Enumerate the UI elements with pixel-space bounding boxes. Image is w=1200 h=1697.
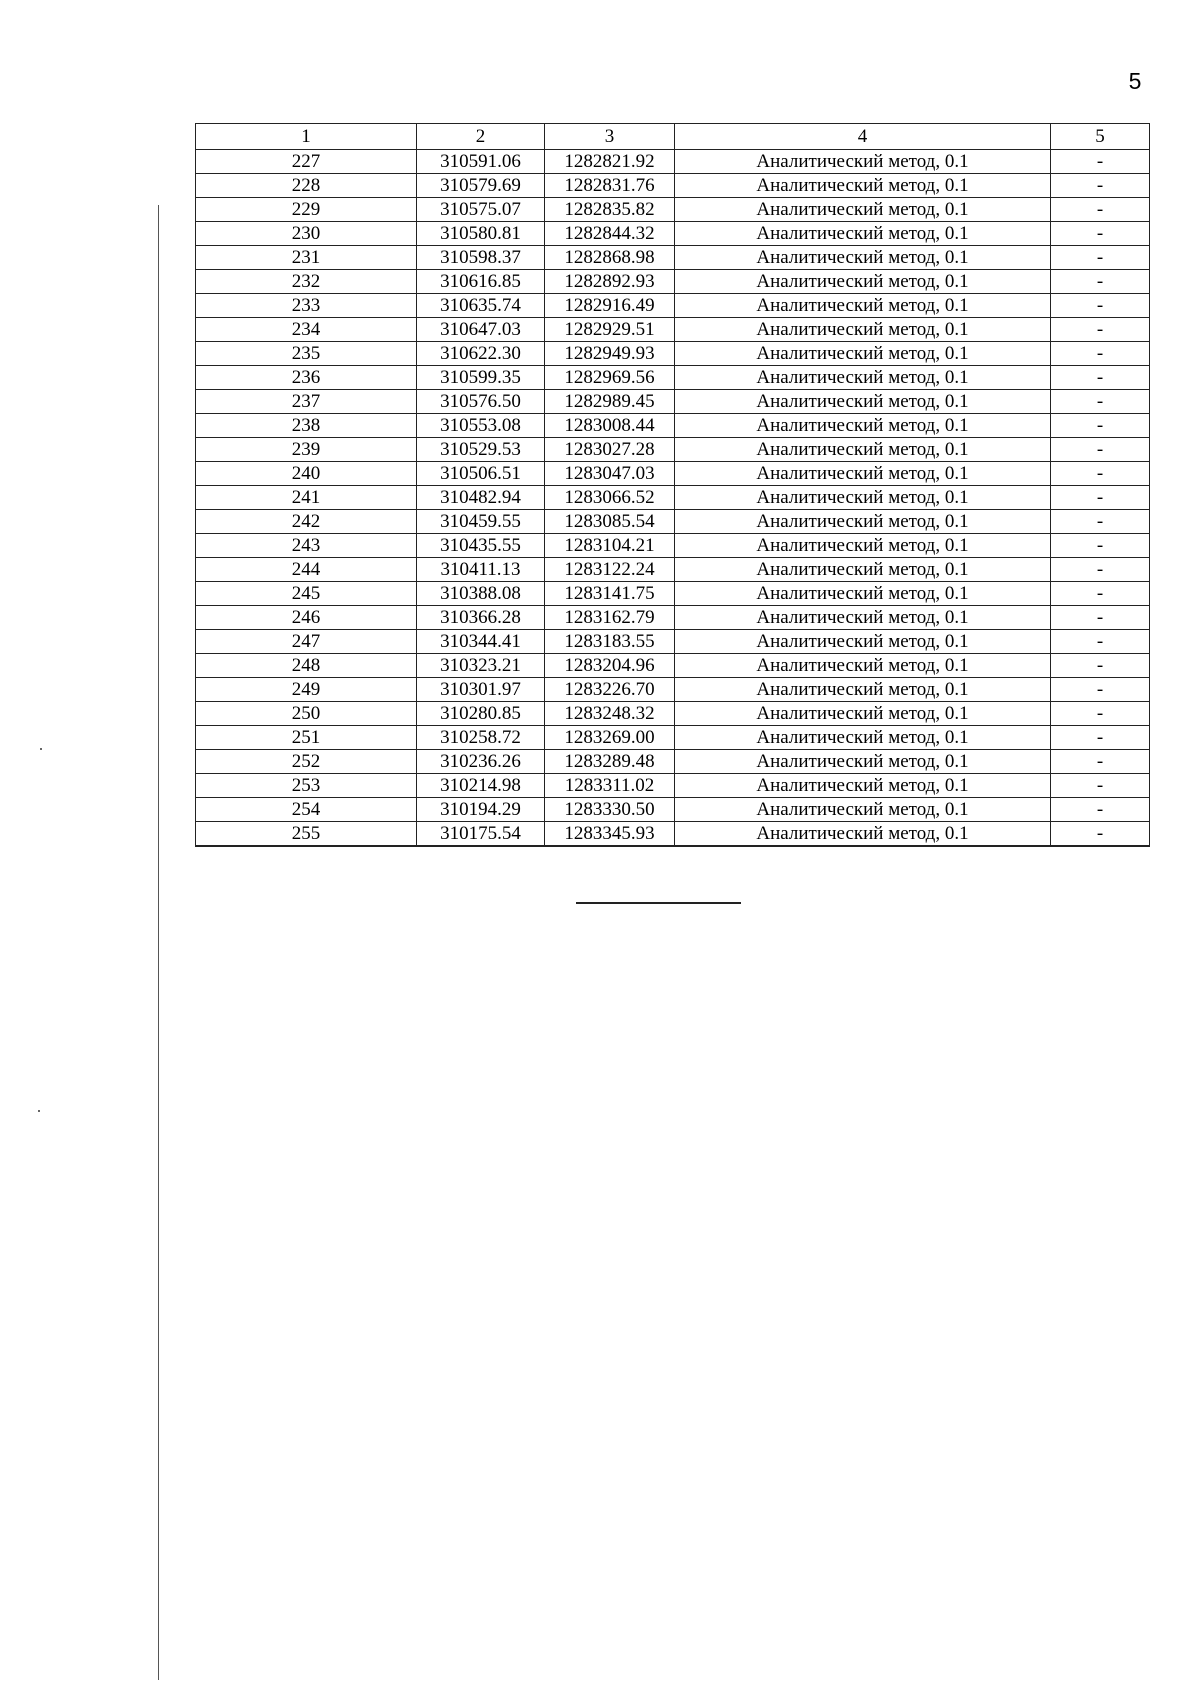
point-number-cell: 229 xyxy=(196,198,417,222)
table-row xyxy=(196,822,1150,847)
table-row xyxy=(196,486,1150,510)
column-header: 2 xyxy=(417,124,545,150)
y-coordinate-cell: 1283162.79 xyxy=(545,606,675,630)
note-cell: - xyxy=(1051,534,1150,558)
y-coordinate-cell: 1283226.70 xyxy=(545,678,675,702)
method-accuracy-cell: Аналитический метод, 0.1 xyxy=(675,654,1051,678)
y-coordinate-cell: 1282868.98 xyxy=(545,246,675,270)
method-accuracy-cell: Аналитический метод, 0.1 xyxy=(675,462,1051,486)
point-number-cell: 227 xyxy=(196,150,417,174)
point-number-cell: 245 xyxy=(196,582,417,606)
point-number-cell: 232 xyxy=(196,270,417,294)
table-row xyxy=(196,390,1150,414)
note-cell: - xyxy=(1051,822,1150,847)
method-accuracy-cell: Аналитический метод, 0.1 xyxy=(675,822,1051,847)
table-row xyxy=(196,438,1150,462)
point-number-cell: 251 xyxy=(196,726,417,750)
y-coordinate-cell: 1283008.44 xyxy=(545,414,675,438)
table-row xyxy=(196,774,1150,798)
point-number-cell: 248 xyxy=(196,654,417,678)
method-accuracy-cell: Аналитический метод, 0.1 xyxy=(675,726,1051,750)
note-cell: - xyxy=(1051,294,1150,318)
note-cell: - xyxy=(1051,678,1150,702)
method-accuracy-cell: Аналитический метод, 0.1 xyxy=(675,534,1051,558)
table-header-row xyxy=(196,124,1150,150)
page-number: 5 xyxy=(1128,68,1142,94)
x-coordinate-cell: 310301.97 xyxy=(417,678,545,702)
note-cell: - xyxy=(1051,798,1150,822)
method-accuracy-cell: Аналитический метод, 0.1 xyxy=(675,318,1051,342)
method-accuracy-cell: Аналитический метод, 0.1 xyxy=(675,774,1051,798)
y-coordinate-cell: 1283104.21 xyxy=(545,534,675,558)
y-coordinate-cell: 1282821.92 xyxy=(545,150,675,174)
point-number-cell: 230 xyxy=(196,222,417,246)
x-coordinate-cell: 310506.51 xyxy=(417,462,545,486)
method-accuracy-cell: Аналитический метод, 0.1 xyxy=(675,390,1051,414)
table-row xyxy=(196,510,1150,534)
y-coordinate-cell: 1282835.82 xyxy=(545,198,675,222)
x-coordinate-cell: 310388.08 xyxy=(417,582,545,606)
x-coordinate-cell: 310616.85 xyxy=(417,270,545,294)
note-cell: - xyxy=(1051,654,1150,678)
column-header: 1 xyxy=(196,124,417,150)
method-accuracy-cell: Аналитический метод, 0.1 xyxy=(675,414,1051,438)
point-number-cell: 233 xyxy=(196,294,417,318)
point-number-cell: 235 xyxy=(196,342,417,366)
table-row xyxy=(196,198,1150,222)
table-row xyxy=(196,414,1150,438)
point-number-cell: 228 xyxy=(196,174,417,198)
method-accuracy-cell: Аналитический метод, 0.1 xyxy=(675,606,1051,630)
method-accuracy-cell: Аналитический метод, 0.1 xyxy=(675,198,1051,222)
table-row xyxy=(196,654,1150,678)
x-coordinate-cell: 310411.13 xyxy=(417,558,545,582)
table-row xyxy=(196,630,1150,654)
method-accuracy-cell: Аналитический метод, 0.1 xyxy=(675,678,1051,702)
x-coordinate-cell: 310323.21 xyxy=(417,654,545,678)
x-coordinate-cell: 310366.28 xyxy=(417,606,545,630)
table-row xyxy=(196,750,1150,774)
x-coordinate-cell: 310635.74 xyxy=(417,294,545,318)
method-accuracy-cell: Аналитический метод, 0.1 xyxy=(675,630,1051,654)
point-number-cell: 237 xyxy=(196,390,417,414)
table-row xyxy=(196,702,1150,726)
method-accuracy-cell: Аналитический метод, 0.1 xyxy=(675,246,1051,270)
point-number-cell: 249 xyxy=(196,678,417,702)
x-coordinate-cell: 310576.50 xyxy=(417,390,545,414)
y-coordinate-cell: 1283183.55 xyxy=(545,630,675,654)
y-coordinate-cell: 1283269.00 xyxy=(545,726,675,750)
y-coordinate-cell: 1283141.75 xyxy=(545,582,675,606)
note-cell: - xyxy=(1051,774,1150,798)
table-row xyxy=(196,558,1150,582)
column-header: 4 xyxy=(675,124,1051,150)
point-number-cell: 254 xyxy=(196,798,417,822)
y-coordinate-cell: 1283248.32 xyxy=(545,702,675,726)
x-coordinate-cell: 310194.29 xyxy=(417,798,545,822)
note-cell: - xyxy=(1051,366,1150,390)
margin-line xyxy=(158,205,159,1680)
table-row xyxy=(196,174,1150,198)
note-cell: - xyxy=(1051,702,1150,726)
point-number-cell: 240 xyxy=(196,462,417,486)
point-number-cell: 243 xyxy=(196,534,417,558)
x-coordinate-cell: 310598.37 xyxy=(417,246,545,270)
x-coordinate-cell: 310435.55 xyxy=(417,534,545,558)
table-row xyxy=(196,534,1150,558)
note-cell: - xyxy=(1051,342,1150,366)
x-coordinate-cell: 310579.69 xyxy=(417,174,545,198)
point-number-cell: 250 xyxy=(196,702,417,726)
method-accuracy-cell: Аналитический метод, 0.1 xyxy=(675,294,1051,318)
method-accuracy-cell: Аналитический метод, 0.1 xyxy=(675,750,1051,774)
y-coordinate-cell: 1283311.02 xyxy=(545,774,675,798)
x-coordinate-cell: 310575.07 xyxy=(417,198,545,222)
y-coordinate-cell: 1283204.96 xyxy=(545,654,675,678)
x-coordinate-cell: 310529.53 xyxy=(417,438,545,462)
x-coordinate-cell: 310236.26 xyxy=(417,750,545,774)
table-row xyxy=(196,798,1150,822)
x-coordinate-cell: 310482.94 xyxy=(417,486,545,510)
point-number-cell: 253 xyxy=(196,774,417,798)
method-accuracy-cell: Аналитический метод, 0.1 xyxy=(675,438,1051,462)
point-number-cell: 255 xyxy=(196,822,417,847)
table-row xyxy=(196,726,1150,750)
point-number-cell: 242 xyxy=(196,510,417,534)
note-cell: - xyxy=(1051,750,1150,774)
x-coordinate-cell: 310280.85 xyxy=(417,702,545,726)
y-coordinate-cell: 1282844.32 xyxy=(545,222,675,246)
point-number-cell: 238 xyxy=(196,414,417,438)
x-coordinate-cell: 310459.55 xyxy=(417,510,545,534)
note-cell: - xyxy=(1051,246,1150,270)
y-coordinate-cell: 1283289.48 xyxy=(545,750,675,774)
method-accuracy-cell: Аналитический метод, 0.1 xyxy=(675,270,1051,294)
coordinates-table xyxy=(195,123,1150,847)
note-cell: - xyxy=(1051,510,1150,534)
column-header: 3 xyxy=(545,124,675,150)
y-coordinate-cell: 1282916.49 xyxy=(545,294,675,318)
note-cell: - xyxy=(1051,582,1150,606)
note-cell: - xyxy=(1051,726,1150,750)
note-cell: - xyxy=(1051,222,1150,246)
column-header: 5 xyxy=(1051,124,1150,150)
table-row xyxy=(196,294,1150,318)
note-cell: - xyxy=(1051,558,1150,582)
x-coordinate-cell: 310214.98 xyxy=(417,774,545,798)
note-cell: - xyxy=(1051,270,1150,294)
table-body xyxy=(196,150,1150,847)
y-coordinate-cell: 1283066.52 xyxy=(545,486,675,510)
note-cell: - xyxy=(1051,486,1150,510)
note-cell: - xyxy=(1051,198,1150,222)
point-number-cell: 241 xyxy=(196,486,417,510)
table-row xyxy=(196,462,1150,486)
x-coordinate-cell: 310622.30 xyxy=(417,342,545,366)
point-number-cell: 252 xyxy=(196,750,417,774)
y-coordinate-cell: 1283027.28 xyxy=(545,438,675,462)
note-cell: - xyxy=(1051,630,1150,654)
table-row xyxy=(196,606,1150,630)
method-accuracy-cell: Аналитический метод, 0.1 xyxy=(675,702,1051,726)
table-row xyxy=(196,222,1150,246)
note-cell: - xyxy=(1051,150,1150,174)
method-accuracy-cell: Аналитический метод, 0.1 xyxy=(675,798,1051,822)
y-coordinate-cell: 1282929.51 xyxy=(545,318,675,342)
method-accuracy-cell: Аналитический метод, 0.1 xyxy=(675,342,1051,366)
point-number-cell: 246 xyxy=(196,606,417,630)
table-row xyxy=(196,318,1150,342)
point-number-cell: 234 xyxy=(196,318,417,342)
note-cell: - xyxy=(1051,606,1150,630)
x-coordinate-cell: 310599.35 xyxy=(417,366,545,390)
note-cell: - xyxy=(1051,414,1150,438)
y-coordinate-cell: 1282989.45 xyxy=(545,390,675,414)
note-cell: - xyxy=(1051,174,1150,198)
x-coordinate-cell: 310344.41 xyxy=(417,630,545,654)
y-coordinate-cell: 1282949.93 xyxy=(545,342,675,366)
method-accuracy-cell: Аналитический метод, 0.1 xyxy=(675,174,1051,198)
note-cell: - xyxy=(1051,390,1150,414)
table-row xyxy=(196,678,1150,702)
y-coordinate-cell: 1283122.24 xyxy=(545,558,675,582)
method-accuracy-cell: Аналитический метод, 0.1 xyxy=(675,558,1051,582)
table-row xyxy=(196,150,1150,174)
x-coordinate-cell: 310553.08 xyxy=(417,414,545,438)
point-number-cell: 244 xyxy=(196,558,417,582)
scan-speck xyxy=(40,748,42,750)
y-coordinate-cell: 1283085.54 xyxy=(545,510,675,534)
point-number-cell: 236 xyxy=(196,366,417,390)
y-coordinate-cell: 1283330.50 xyxy=(545,798,675,822)
note-cell: - xyxy=(1051,462,1150,486)
y-coordinate-cell: 1283345.93 xyxy=(545,822,675,847)
x-coordinate-cell: 310647.03 xyxy=(417,318,545,342)
y-coordinate-cell: 1282892.93 xyxy=(545,270,675,294)
x-coordinate-cell: 310175.54 xyxy=(417,822,545,847)
y-coordinate-cell: 1283047.03 xyxy=(545,462,675,486)
method-accuracy-cell: Аналитический метод, 0.1 xyxy=(675,486,1051,510)
scan-speck xyxy=(38,1110,40,1112)
table-row xyxy=(196,246,1150,270)
x-coordinate-cell: 310258.72 xyxy=(417,726,545,750)
point-number-cell: 231 xyxy=(196,246,417,270)
y-coordinate-cell: 1282831.76 xyxy=(545,174,675,198)
x-coordinate-cell: 310591.06 xyxy=(417,150,545,174)
method-accuracy-cell: Аналитический метод, 0.1 xyxy=(675,510,1051,534)
x-coordinate-cell: 310580.81 xyxy=(417,222,545,246)
table-row xyxy=(196,342,1150,366)
method-accuracy-cell: Аналитический метод, 0.1 xyxy=(675,150,1051,174)
end-rule xyxy=(576,902,741,904)
note-cell: - xyxy=(1051,318,1150,342)
method-accuracy-cell: Аналитический метод, 0.1 xyxy=(675,366,1051,390)
point-number-cell: 239 xyxy=(196,438,417,462)
table-row xyxy=(196,582,1150,606)
method-accuracy-cell: Аналитический метод, 0.1 xyxy=(675,222,1051,246)
point-number-cell: 247 xyxy=(196,630,417,654)
note-cell: - xyxy=(1051,438,1150,462)
table-row xyxy=(196,366,1150,390)
y-coordinate-cell: 1282969.56 xyxy=(545,366,675,390)
table-row xyxy=(196,270,1150,294)
method-accuracy-cell: Аналитический метод, 0.1 xyxy=(675,582,1051,606)
